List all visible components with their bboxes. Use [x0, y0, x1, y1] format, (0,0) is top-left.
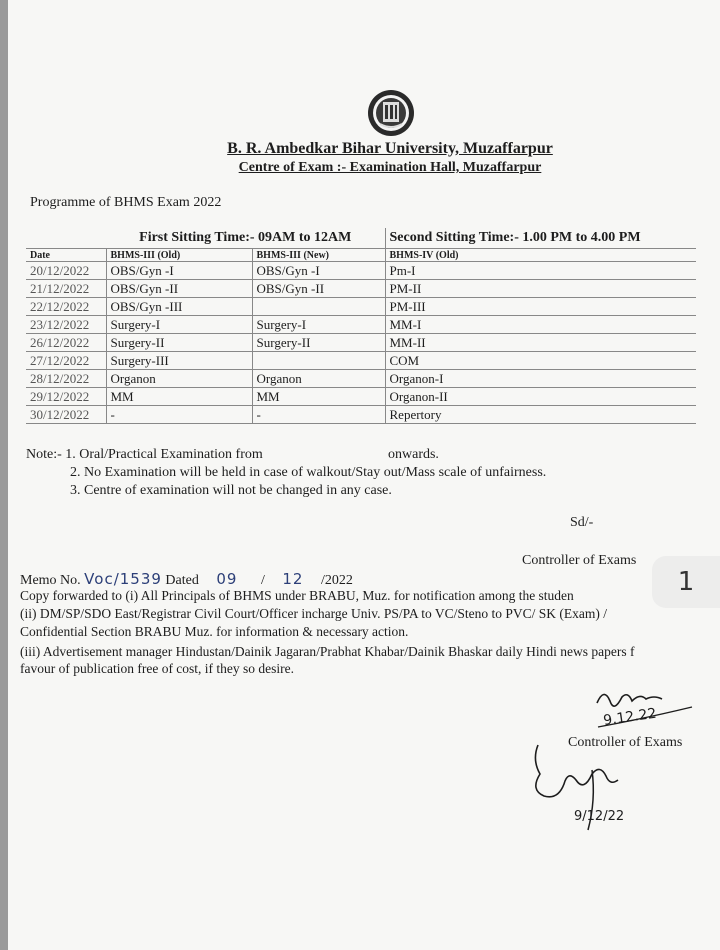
signature-date-2: 9/12/22 [574, 809, 625, 824]
cell-date: 20/12/2022 [26, 262, 106, 280]
controller-title-bottom: Controller of Exams [568, 735, 683, 750]
cell-bhms4-old: Pm-I [385, 262, 696, 280]
note-1: Note:- 1. Oral/Practical Examination from [26, 447, 263, 462]
cell-bhms3-new: - [252, 406, 385, 424]
cell-bhms4-old: Organon-II [385, 388, 696, 406]
cell-bhms3-new: OBS/Gyn -II [252, 280, 385, 298]
copy-line-1: Copy forwarded to (i) All Principals of BHMS under BRABU, Muz. for notification among the studen [20, 588, 574, 603]
university-seal-icon [366, 88, 416, 138]
cell-bhms3-old: Surgery-I [106, 316, 252, 334]
note-1-end: onwards. [388, 447, 439, 462]
memo-dated-label: Dated [165, 573, 199, 588]
schedule-row [26, 388, 696, 406]
memo-line: Memo No. Voc/1539 Dated 09 / 12 /2022 [20, 570, 353, 588]
cell-bhms4-old: Organon-I [385, 370, 696, 388]
exam-schedule-table [26, 228, 696, 424]
cell-bhms4-old: MM-II [385, 334, 696, 352]
cell-bhms4-old: Repertory [385, 406, 696, 424]
cell-bhms3-old: Organon [106, 370, 252, 388]
cell-date: 22/12/2022 [26, 298, 106, 316]
cell-date: 30/12/2022 [26, 406, 106, 424]
blank-header [26, 228, 106, 249]
column-header-bhms4-old: BHMS-IV (Old) [385, 249, 696, 262]
page-edge [0, 0, 8, 950]
memo-day: 09 [216, 570, 238, 588]
cell-date: 26/12/2022 [26, 334, 106, 352]
cell-bhms4-old: MM-I [385, 316, 696, 334]
first-sitting-header: First Sitting Time:- 09AM to 12AM [106, 228, 385, 249]
cell-bhms3-new: MM [252, 388, 385, 406]
signature-date: 9.12.22 [602, 705, 658, 729]
page-number-badge: 1 [652, 556, 720, 608]
cell-bhms4-old: PM-II [385, 280, 696, 298]
second-sitting-header: Second Sitting Time:- 1.00 PM to 4.00 PM [385, 228, 696, 249]
university-name: B. R. Ambedkar Bihar University, Muzaffarpur [227, 140, 553, 157]
cell-bhms3-new: Surgery-II [252, 334, 385, 352]
signed-mark: Sd/- [570, 515, 594, 530]
cell-bhms3-new: Surgery-I [252, 316, 385, 334]
schedule-row [26, 262, 696, 280]
schedule-row [26, 352, 696, 370]
cell-date: 27/12/2022 [26, 352, 106, 370]
column-header-date: Date [26, 249, 106, 262]
signature-mark [592, 685, 702, 730]
cell-bhms3-new: Organon [252, 370, 385, 388]
cell-bhms3-old: MM [106, 388, 252, 406]
cell-bhms3-old: OBS/Gyn -II [106, 280, 252, 298]
memo-month: 12 [282, 570, 304, 588]
cell-bhms4-old: COM [385, 352, 696, 370]
cell-bhms4-old: PM-III [385, 298, 696, 316]
cell-date: 29/12/2022 [26, 388, 106, 406]
copy-line-5: favour of publication free of cost, if they so desire. [20, 661, 295, 676]
programme-title: Programme of BHMS Exam 2022 [30, 195, 222, 210]
memo-number: Voc/1539 [84, 570, 162, 588]
column-header-bhms3-old: BHMS-III (Old) [106, 249, 252, 262]
cell-date: 23/12/2022 [26, 316, 106, 334]
copy-line-3: Confidential Section BRABU Muz. for information & necessary action. [20, 624, 409, 639]
cell-bhms3-old: Surgery-III [106, 352, 252, 370]
schedule-row [26, 298, 696, 316]
cell-date: 21/12/2022 [26, 280, 106, 298]
schedule-row [26, 406, 696, 424]
note-2: 2. No Examination will be held in case of walkout/Stay out/Mass scale of unfairness. [70, 465, 547, 480]
cell-bhms3-old: OBS/Gyn -III [106, 298, 252, 316]
cell-bhms3-new: OBS/Gyn -I [252, 262, 385, 280]
schedule-row [26, 280, 696, 298]
memo-prefix: Memo No. [20, 573, 81, 588]
controller-signature [520, 740, 660, 835]
memo-year: /2022 [320, 573, 353, 588]
note-3: 3. Centre of examination will not be changed in any case. [70, 483, 392, 498]
cell-bhms3-old: Surgery-II [106, 334, 252, 352]
controller-title-top: Controller of Exams [522, 553, 637, 568]
cell-bhms3-old: - [106, 406, 252, 424]
schedule-row [26, 316, 696, 334]
column-header-bhms3-new: BHMS-III (New) [252, 249, 385, 262]
exam-centre: Centre of Exam :- Examination Hall, Muzaffarpur [238, 160, 542, 175]
cell-bhms3-new [252, 298, 385, 316]
copy-line-4: (iii) Advertisement manager Hindustan/Dainik Jagaran/Prabhat Khabar/Dainik Bhaskar daily Hindi news papers f [20, 644, 635, 659]
copy-line-2: (ii) DM/SP/SDO East/Registrar Civil Court/Officer incharge Univ. PS/PA to VC/Steno to PVC/ SK (Exam) / [20, 606, 608, 621]
cell-bhms3-old: OBS/Gyn -I [106, 262, 252, 280]
cell-date: 28/12/2022 [26, 370, 106, 388]
schedule-row [26, 370, 696, 388]
schedule-row [26, 334, 696, 352]
cell-bhms3-new [252, 352, 385, 370]
